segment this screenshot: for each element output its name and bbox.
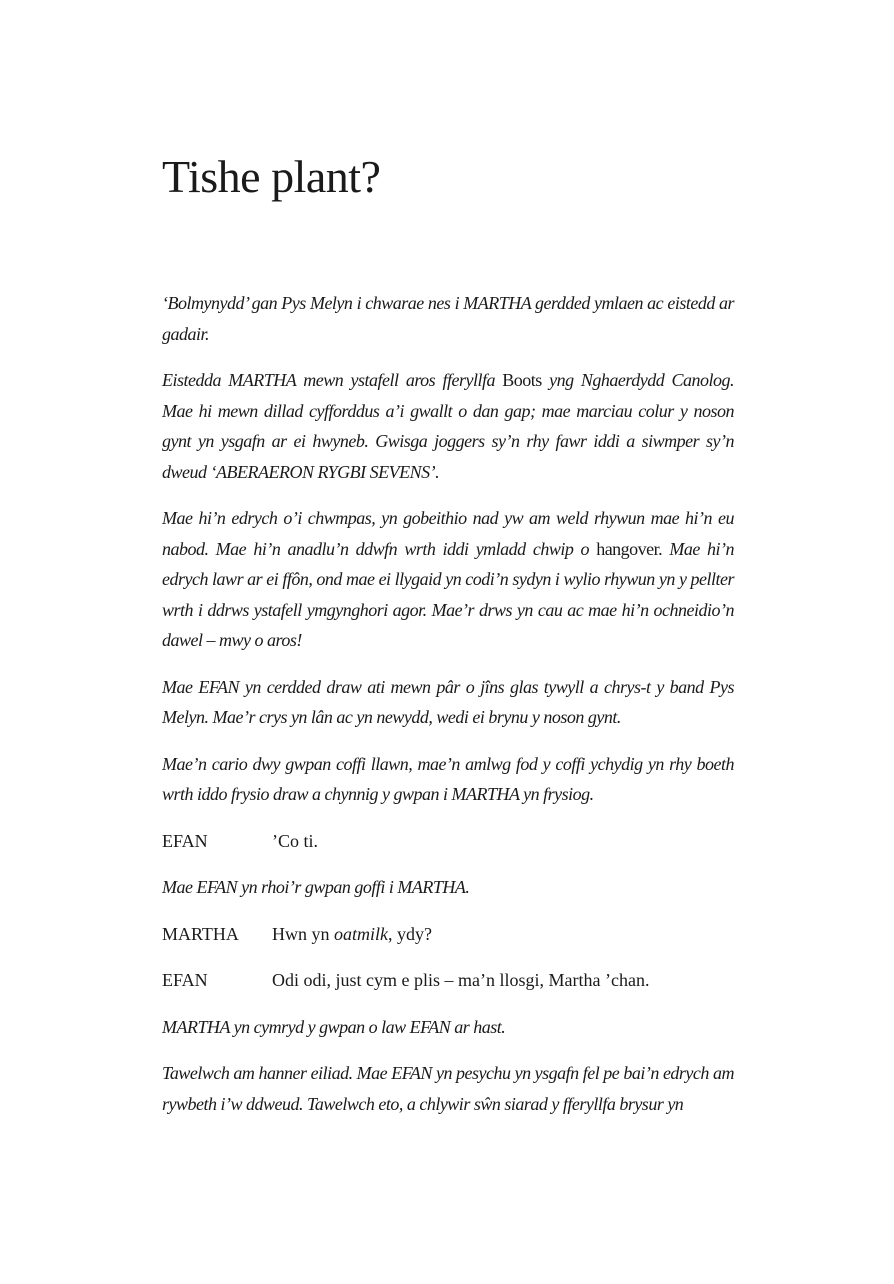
dialogue-text: Odi odi, just cym e plis – ma’n llosgi, Martha ’chan. xyxy=(272,970,650,990)
stage-text: Mae EFAN yn cerdded draw ati mewn pâr o jîns glas tywyll a chrys-t y band Pys Melyn. Mae’r crys yn lân ac yn newydd, wedi ei brynu y noson gynt. xyxy=(162,676,734,727)
stage-text: Tawelwch am hanner eiliad. Mae EFAN yn pesychu yn ysgafn fel pe bai’n edrych am rywbeth i’w ddweud. Tawelwch eto, a chlywir sŵn siarad y fferyllfa brysur yn xyxy=(162,1063,734,1114)
stage-text: Eistedda MARTHA mewn ystafell aros fferyllfa xyxy=(162,370,503,390)
speaker-name: EFAN xyxy=(162,830,208,851)
dialogue-text-italic: oatmilk xyxy=(334,923,388,944)
dialogue-text-part: , ydy? xyxy=(388,923,432,944)
stage-direction-opening xyxy=(162,288,734,349)
dialogue-line xyxy=(162,826,734,857)
stage-direction-martha xyxy=(162,503,734,656)
stage-text: MARTHA yn cymryd y gwpan o law EFAN ar hast. xyxy=(162,1016,506,1037)
stage-text: ‘Bolmynydd’ gan Pys Melyn i chwarae nes i MARTHA gerdded ymlaen ac eistedd ar gadair. xyxy=(162,293,734,344)
stage-text: Mae hi’n edrych o’i chwmpas, yn gobeithio nad yw am weld rhywun mae hi’n eu nabod. Mae hi’n anadlu’n ddwfn wrth iddi ymladd chwip o xyxy=(162,508,734,559)
dialogue-line xyxy=(162,965,734,996)
stage-direction xyxy=(162,1012,734,1043)
dialogue-text-part: Hwn yn xyxy=(272,923,334,944)
stage-text-roman: hangover. xyxy=(596,538,663,559)
dialogue-text: ’Co ti. xyxy=(272,830,319,851)
speaker-name: MARTHA xyxy=(162,923,239,944)
dialogue-text xyxy=(272,919,734,950)
speaker-name: EFAN xyxy=(162,970,208,990)
stage-direction xyxy=(162,872,734,903)
stage-text: Mae hi’n edrych lawr ar ei ffôn, ond mae ei llygaid yn codi’n sydyn i wylio rhywun yn y pellter wrth i ddrws ystafell ymgynghori agor. Mae’r drws yn cau ac mae hi’n ochneidio’n dawel – mwy o aros! xyxy=(162,538,734,650)
script-body xyxy=(162,288,734,1135)
stage-text: Mae EFAN yn rhoi’r gwpan goffi i MARTHA. xyxy=(162,877,470,897)
stage-direction-setting xyxy=(162,365,734,487)
stage-text-roman: Boots xyxy=(502,370,542,390)
dialogue-line xyxy=(162,919,734,950)
stage-direction-silence xyxy=(162,1058,734,1119)
stage-direction-coffee xyxy=(162,749,734,810)
stage-direction-efan-enters xyxy=(162,672,734,733)
page-title: Tishe plant? xyxy=(162,151,381,202)
stage-text: yng Nghaerdydd Canolog. Mae hi mewn dillad cyfforddus a’i gwallt o dan gap; mae marciau colur y noson gynt yn ysgafn ar ei hwyneb. Gwisga joggers sy’n rhy fawr iddi a siwmper sy’n dweud ‘ABERAERON RYGBI SEVENS’. xyxy=(162,370,734,482)
stage-text: Mae’n cario dwy gwpan coffi llawn, mae’n amlwg fod y coffi ychydig yn rhy boeth wrth iddo frysio draw a chynnig y gwpan i MARTHA yn frysiog. xyxy=(162,753,734,804)
